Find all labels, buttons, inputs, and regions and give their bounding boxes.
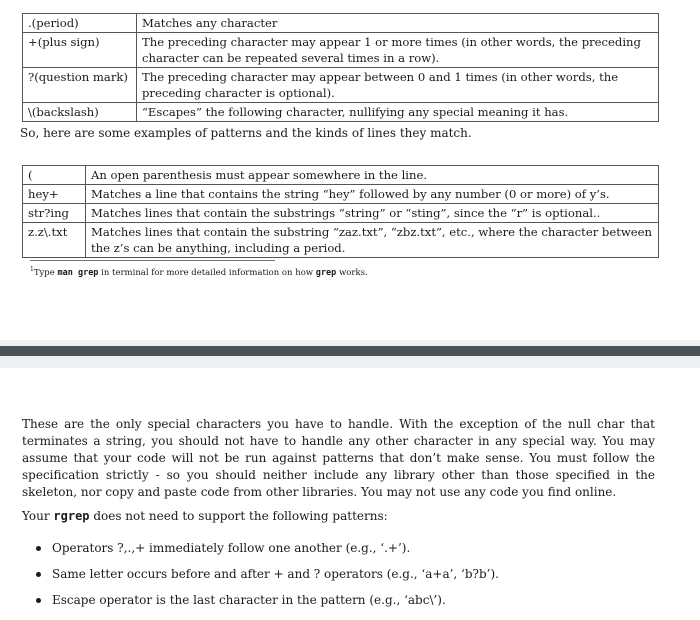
list-item-text: Escape operator is the last character in the pattern (e.g., ‘abc\’). [52,593,446,607]
pattern-cell: z.z\.txt [23,223,86,258]
description-cell: Matches any character [137,14,659,33]
bullet-icon [36,572,41,577]
table-row [23,185,659,204]
pattern-cell: hey+ [23,185,86,204]
bullet-icon [36,546,41,551]
footnote-text-mid: in terminal for more detailed information on how [98,267,316,278]
list-item [34,566,654,592]
description-cell: “Escapes” the following character, nullifying any special meaning it has. [137,103,659,122]
description-cell: Matches lines that contain the substring “zaz.txt”, “zbz.txt”, etc., where the character between the z’s can be anything, including a period. [86,223,659,258]
footnote-command: man grep [57,267,99,278]
table-row [23,204,659,223]
table-row [23,14,659,33]
description-cell: The preceding character may appear 1 or more times (in other words, the preceding character can be repeated several times in a row). [137,33,659,68]
footnote-text-post: works. [336,267,368,278]
pattern-cell: ( [23,166,86,185]
description-cell: Matches lines that contain the substrings “string” or “sting”, since the “r” is optional.. [86,204,659,223]
table-row [23,33,659,68]
list-item [34,540,654,566]
char-cell: .(period) [23,14,137,33]
pattern-cell: str?ing [23,204,86,223]
char-cell: ?(question mark) [23,68,137,103]
table-row [23,223,659,258]
examples-intro: So, here are some examples of patterns and the kinds of lines they match. [20,126,472,140]
footnote-text-pre: Type [33,267,58,278]
description-cell: The preceding character may appear between 0 and 1 times (in other words, the preceding character is optional). [137,68,659,103]
table-row [23,166,659,185]
unsupported-patterns-list [34,540,654,618]
page-divider [0,340,700,368]
unsupported-pre: Your [22,509,54,523]
description-cell: Matches a line that contains the string “hey” followed by any number (0 or more) of y’s. [86,185,659,204]
footnote-number: 1 [30,266,34,273]
list-item [34,592,654,618]
special-characters-paragraph: These are the only special characters you have to handle. With the exception of the null char that terminates a string, you should not have to handle any other character in any special way. You may assume that your code will not be run against patterns that don’t make sense. You must follow the specification strictly - so you should neither include any library other than those specified in the skeleton, nor copy and paste code from other libraries. You may not use any code you find online. [22,417,655,499]
char-cell: \(backslash) [23,103,137,122]
list-item-text: Same letter occurs before and after + and ? operators (e.g., ‘a+a’, ‘b?b’). [52,567,499,581]
table-row [23,103,659,122]
unsupported-post: does not need to support the following patterns: [89,509,388,523]
pattern-examples-table [22,165,659,258]
footnote-rule [30,260,275,261]
unsupported-intro [22,508,655,525]
char-cell: +(plus sign) [23,33,137,68]
footnote-command-grep: grep [315,267,337,278]
footnote [30,264,368,279]
page-bottom [0,368,700,620]
special-characters-table [22,13,659,122]
bullet-icon [36,598,41,603]
rgrep-command: rgrep [53,509,90,523]
description-cell: An open parenthesis must appear somewhere in the line. [86,166,659,185]
list-item-text: Operators ?,.,+ immediately follow one another (e.g., ‘.+’). [52,541,411,555]
table-row [23,68,659,103]
